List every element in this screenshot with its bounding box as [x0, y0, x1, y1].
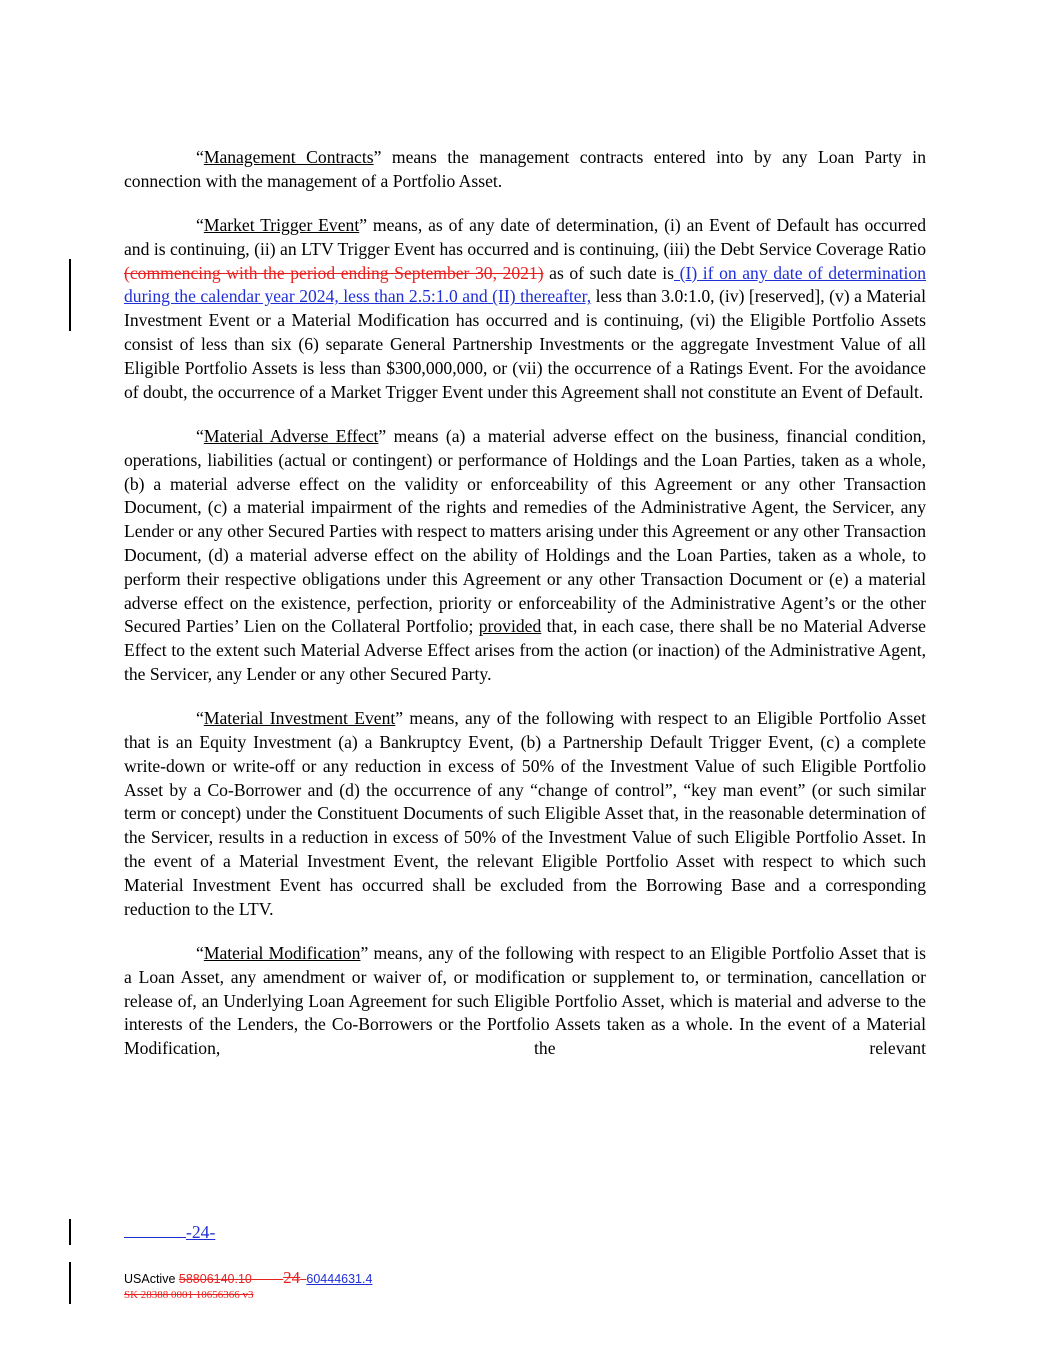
- page-number: -24-: [124, 1222, 215, 1243]
- old-page-number: 24: [283, 1268, 301, 1287]
- change-bar: [69, 1262, 71, 1304]
- defined-term: Market Trigger Event: [203, 215, 360, 236]
- provided-term: provided: [478, 616, 542, 637]
- defined-term: Material Modification: [203, 942, 361, 963]
- deleted-text: (commencing with the period ending September 30, 2021): [124, 262, 544, 283]
- definition-material-adverse-effect: “Material Adverse Effect” means (a) a material adverse effect on the business, financial condition, operations, liabilities (actual or contingent) or performance of Holdings and the Loan Parties, taken as a whole, (b) a material adverse effect on the validity or enforceability of this Agreement or any other Transaction Document, (c) a material impairment of the rights and remedies of the Administrative Agent, the Servicer, any Lender or any other Secured Parties with respect to matters arising under this Agreement or any other Transaction Document, (d) a material adverse effect on the ability of Holdings and the Loan Parties, taken as a whole, to perform their respective obligations under this Agreement or any other Transaction Document or (e) a material adverse effect on the existence, perfection, priority or enforceability of the Administrative Agent’s or the other Secured Parties’ Lien on the Collateral Portfolio; provided that, in each case, there shall be no Material Adverse Effect to the extent such Material Adverse Effect arises from the action (or inaction) of the Administrative Agent, the Servicer, any Lender or any other Secured Party.: [124, 425, 926, 684]
- definition-management-contracts: “Management Contracts” means the management contracts entered into by any Loan Party in connection with the management of a Portfolio Asset.: [124, 147, 926, 191]
- new-document-id: 60444631.4: [306, 1272, 373, 1286]
- defined-term: Material Adverse Effect: [203, 425, 379, 446]
- definition-material-modification: “Material Modification” means, any of the following with respect to an Eligible Portfolio Asset that is a Loan Asset, any amendment or waiver of, or modification or supplement to, or termination, cancellation or release of, an Underlying Loan Agreement for such Eligible Portfolio Asset, which is material and adverse to the interests of the Lenders, the Co-Borrowers or the Portfolio Assets taken as a whole. In the event of a Material Modification, the relevant: [124, 942, 926, 1059]
- inserted-text: (I) if on any date of determination during the calendar year 2024, less than 2.5:1.0 and (II) thereafter,: [124, 262, 927, 307]
- sk-document-id: SK 28388 0001 10656366 v3: [124, 1289, 254, 1301]
- old-document-id: 58806140.10: [178, 1272, 252, 1286]
- defined-term: Material Investment Event: [203, 708, 396, 729]
- page-footer: [124, 1222, 624, 1243]
- change-bar: [69, 1219, 71, 1245]
- document-id: USActive 58806140.10 24 60444631.4: [124, 1268, 373, 1287]
- defined-term: Management Contracts: [203, 147, 374, 167]
- document-body: [124, 146, 926, 1081]
- change-bar: [69, 259, 71, 331]
- definition-market-trigger-event: “Market Trigger Event” means, as of any date of determination, (i) an Event of Default has occurred and is continuing, (ii) an LTV Trigger Event has occurred and is continuing, (iii) the Debt Service Coverage Ratio (commencing with the period ending September 30, 2021) as of such date is (I) if on any date of determination during the calendar year 2024, less than 2.5:1.0 and (II) thereafter, less than 3.0:1.0, (iv) [reserved], (v) a Material Investment Event or a Material Modification has occurred and is continuing, (vi) the Eligible Portfolio Assets consist of less than six (6) separate General Partnership Investments or the aggregate Investment Value of all Eligible Portfolio Assets is less than $300,000,000, or (vii) the occurrence of a Ratings Event. For the avoidance of doubt, the occurrence of a Market Trigger Event under this Agreement shall not constitute an Event of Default.: [124, 215, 927, 402]
- definition-material-investment-event: “Material Investment Event” means, any of the following with respect to an Eligible Portfolio Asset that is an Equity Investment (a) a Bankruptcy Event, (b) a Partnership Default Trigger Event, (c) a complete write-down or write-off or any reduction in excess of 50% of the Investment Value of such Eligible Portfolio Asset by a Co-Borrower and (d) the occurrence of any “change of control”, “key man event” (or such similar term or concept) under the Constituent Documents of such Eligible Asset that, in the reasonable determination of the Servicer, results in a reduction in excess of 50% of the Investment Value of such Eligible Portfolio Asset. In the event of a Material Investment Event, the relevant Eligible Portfolio Asset with respect to which such Material Investment Event has occurred shall be excluded from the Borrowing Base and a corresponding reduction to the LTV.: [124, 708, 926, 919]
